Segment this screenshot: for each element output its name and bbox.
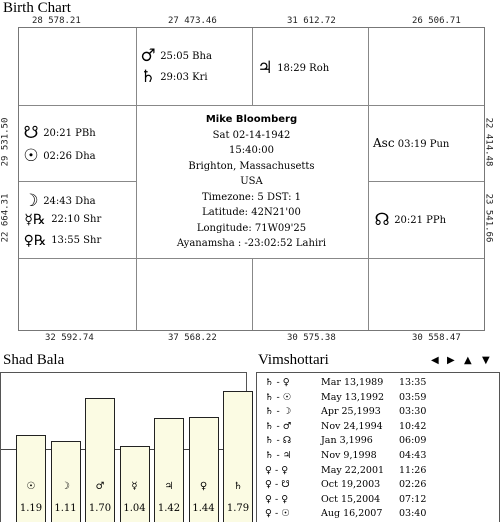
top-number-4: 26 506.71 [412,16,461,26]
bar-planet-icon: ☿ [131,481,138,492]
dasha-date: Jan 3,1996 [321,435,373,447]
bar-planet-icon: ♄ [233,481,243,492]
bar-planet-icon: ♃ [164,481,174,492]
grid-line [368,181,484,182]
dasha-time: 03:59 [399,391,427,403]
planet-position: 02:26 Dha [43,151,96,162]
ayanamsha: Ayanamsha : -23:02:52 Lahiri [176,238,327,249]
bar-planet-icon: ☉ [26,481,36,492]
nav-left-icon[interactable]: ◀ [431,355,439,366]
moon-icon: ☽ [23,191,39,211]
nav-right-icon[interactable]: ▶ [447,355,455,366]
latitude: Latitude: 42N21'00 [202,207,301,218]
dasha-time: 03:40 [399,508,427,520]
bar-value: 1.42 [157,503,181,514]
house-entry [22,146,96,166]
bala-bar [189,417,219,522]
top-number-1: 28 578.21 [32,16,81,26]
dasha-period: ♄ - ♃ [265,450,292,461]
top-number-2: 27 473.46 [168,16,217,26]
dasha-time: 11:26 [399,464,427,476]
grid-line [368,28,369,330]
birth-chart-title: Birth Chart [3,0,71,16]
dasha-period: ♄ - ♂ [265,420,292,432]
dasha-date: May 22,2001 [321,464,385,476]
birth-time: 15:40:00 [229,145,274,156]
dasha-time: 10:42 [399,420,427,432]
dasha-date: Mar 13,1989 [321,377,384,388]
shad-bala-title: Shad Bala [3,352,65,368]
bala-bar [51,441,81,522]
top-number-3: 31 612.72 [287,16,336,26]
birth-country: USA [240,176,263,187]
bottom-number-2: 37 568.22 [168,333,217,343]
bar-value: 1.04 [123,503,146,514]
house-entry [373,136,449,150]
person-name: Mike Bloomberg [205,114,298,125]
dasha-time: 02:26 [399,479,427,491]
birth-place: Brighton, Massachusetts [188,160,315,172]
dasha-date: May 13,1992 [321,391,385,403]
planet-position: 29:03 Kri [160,72,208,83]
vimshottari-table [256,372,500,522]
planet-position: 20:21 PPh [394,215,447,226]
mars-icon: ♂ [140,46,156,66]
right-number-1: 22 414.48 [483,117,494,167]
bar-planet-icon: ☽ [61,481,70,492]
birth-date: Sat 02-14-1942 [212,129,291,141]
ascendant-icon: Asc [373,136,395,150]
bar-planet-icon: ♂ [95,481,105,492]
house-entry [22,233,101,249]
planet-position: 24:43 Dha [43,196,96,207]
dasha-date: Nov 24,1994 [321,420,383,432]
birth-details-panel [135,105,368,258]
planet-position: 22:10 Shr [51,214,102,225]
dasha-date: Oct 15,2004 [321,493,381,505]
bala-bar [223,391,253,522]
dasha-time: 07:12 [399,493,427,505]
bar-value: 1.44 [192,503,215,514]
dasha-time: 04:43 [399,450,427,461]
grid-line [252,258,253,330]
mercury-retro-icon: ☿℞ [24,212,46,228]
dasha-time: 06:09 [399,435,427,447]
sun-icon: ☉ [23,146,39,166]
bar-planet-icon: ♀ [199,481,208,492]
house-entry [22,123,96,143]
venus-retro-icon: ♀℞ [23,233,47,249]
planet-position: 20:21 PBh [43,128,96,139]
house-entry [22,191,96,211]
dasha-period: ♄ - ☽ [265,406,292,418]
bala-bar [85,398,115,522]
timezone: Timezone: 5 DST: 1 [201,191,302,203]
jupiter-icon: ♃ [257,58,273,78]
dasha-date: Aug 16,2007 [321,508,383,520]
grid-line [252,28,253,105]
dasha-period: ♄ - ☉ [265,391,292,403]
bar-value: 1.70 [88,503,112,514]
house-entry [373,210,446,230]
bottom-number-4: 30 558.47 [412,333,461,343]
dasha-period: ♀ - ♀ [265,493,289,505]
longitude: Longitude: 71W09'25 [196,222,307,234]
bottom-number-1: 32 592.74 [45,333,94,343]
dasha-time: 13:35 [399,377,427,388]
house-entry [256,58,329,78]
bala-bar [16,435,46,522]
dasha-period: ♀ - ♀ [265,464,289,476]
ketu-icon: ☋ [23,123,39,143]
bar-value: 1.79 [226,503,250,514]
bar-value: 1.11 [54,503,77,514]
planet-position: 03:19 Pun [397,139,450,150]
dasha-period: ♄ - ☊ [265,435,292,447]
bar-value: 1.19 [19,503,43,514]
right-number-2: 23 541.66 [483,193,494,243]
bala-bar [120,446,150,522]
grid-line [19,181,136,182]
saturn-icon: ♄ [140,67,156,87]
planet-position: 18:29 Roh [277,63,330,74]
dasha-period: ♄ - ♀ [265,377,290,388]
left-number-2: 22 664.31 [0,193,11,243]
vimshottari-title: Vimshottari [258,352,329,368]
house-entry [139,46,212,66]
dasha-date: Oct 19,2003 [321,479,381,491]
shad-bala-chart [0,372,250,522]
rahu-icon: ☊ [374,210,390,230]
bottom-number-3: 30 575.38 [287,333,336,343]
bala-bar [154,418,184,522]
dasha-period: ♀ - ☋ [265,479,290,491]
house-entry [139,67,208,87]
dasha-date: Nov 9,1998 [321,450,377,461]
planet-position: 25:05 Bha [160,51,212,62]
dasha-time: 03:30 [399,406,427,418]
dasha-period: ♀ - ☉ [265,508,290,520]
nav-down-icon[interactable]: ▼ [482,355,490,366]
house-entry [22,212,101,228]
planet-position: 13:55 Shr [51,235,102,246]
dasha-date: Apr 25,1993 [321,406,381,418]
left-number-1: 29 531.50 [0,117,11,167]
nav-up-icon[interactable]: ▲ [464,355,472,366]
